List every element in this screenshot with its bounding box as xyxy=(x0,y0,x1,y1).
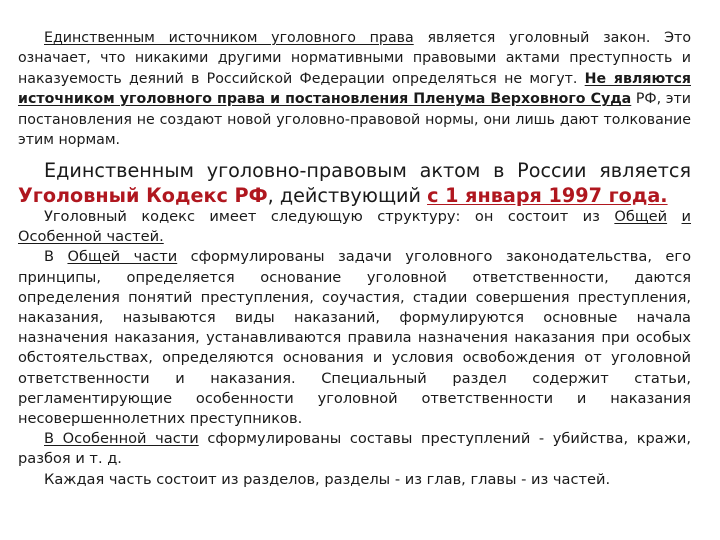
text-span: Уголовный кодекс имеет следующую структуру: он состоит из xyxy=(44,208,615,225)
criminal-code-name: Уголовный Кодекс РФ xyxy=(18,184,268,207)
paragraph-criminal-code xyxy=(18,158,691,208)
text-span: Каждая часть состоит из разделов, разделы - из глав, главы - из частей. xyxy=(44,470,611,488)
structure-section xyxy=(18,207,691,490)
paragraph-special-part xyxy=(18,429,691,469)
text-span: сформулированы составы преступлений - убийства, кражи, разбоя и т. д. xyxy=(18,430,691,468)
effective-date: с 1 января 1997 года. xyxy=(427,184,668,207)
text-span: В xyxy=(44,248,68,266)
underlined-phrase: В Особенной части xyxy=(44,430,199,448)
bold-underlined-phrase: Не являются источником уголовного права и постановления Пленума Верховного Суда xyxy=(18,70,691,108)
text-span: Единственным уголовно-правовым актом в России является xyxy=(44,159,691,182)
text-span xyxy=(667,208,681,225)
paragraph-structure xyxy=(18,207,691,247)
underlined-phrase: Общей части xyxy=(67,248,178,266)
paragraph-sources-of-law xyxy=(18,28,691,150)
text-span: РФ, эти постановления не создают новой уголовно-правовой нормы, они лишь дают толкование этим нормам. xyxy=(18,91,691,149)
paragraph-parts-structure xyxy=(18,470,691,490)
text-span: является уголовный закон. Это означает, что никакими другими нормативными правовыми актами преступность и наказуемость деяний в Российской Федерации определяться не могут. xyxy=(18,30,691,87)
underlined-phrase: Общей xyxy=(614,208,668,225)
underlined-phrase: и Особенной частей. xyxy=(18,208,692,246)
text-span: сформулированы задачи уголовного законодательства, его принципы, определяется основание уголовной ответственности, даются определения понятий преступления, соучастия, стадии совершения преступления, наказания, называются виды наказаний, формулируются основные начала назначения наказания, устанавливаются правила назначения наказания при особых обстоятельствах, определяются основания и условия освобождения от уголовной ответственности и наказания. Специальный раздел содержит статьи, регламентирующие особенности уголовной ответственности и наказания несовершеннолетних преступников. xyxy=(18,248,691,428)
text-span: , действующий xyxy=(267,184,428,207)
underlined-phrase: Единственным источником уголовного права xyxy=(44,30,414,46)
paragraph-general-part xyxy=(18,247,691,429)
